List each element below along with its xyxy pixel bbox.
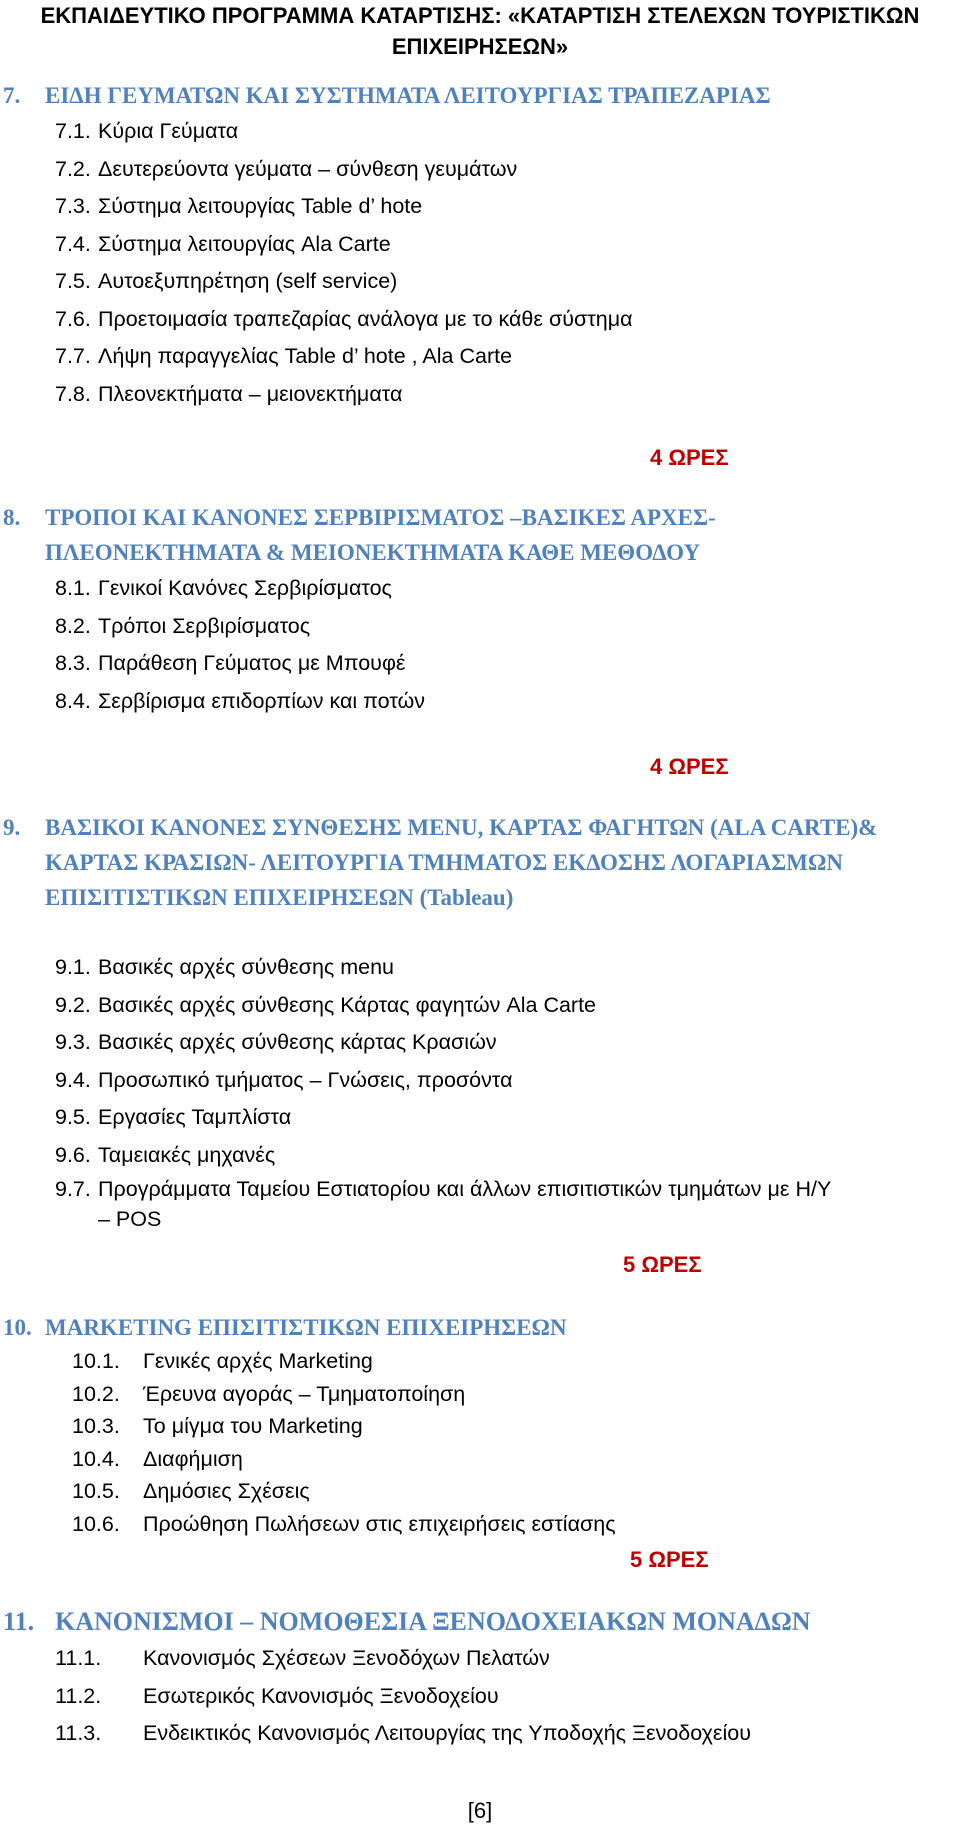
section-11 [0, 1604, 960, 1753]
list-item [0, 301, 960, 339]
section-number: 7. [3, 83, 21, 108]
item-number: 7.3. [55, 194, 91, 218]
item-text: Σερβίρισμα επιδορπίων και ποτών [98, 688, 426, 713]
section-10-title [0, 1310, 960, 1345]
list-item [0, 1099, 960, 1137]
item-number: 9.4. [55, 1067, 91, 1092]
item-number: 7.1. [55, 119, 91, 143]
item-number: 7.7. [55, 344, 91, 368]
list-item [0, 338, 960, 376]
item-number: 11.2. [55, 1683, 102, 1708]
item-number: 7.2. [55, 156, 91, 181]
list-item [0, 987, 960, 1025]
item-number: 10.5. [72, 1479, 120, 1503]
item-number: 9.5. [55, 1105, 91, 1129]
section-7 [0, 78, 960, 413]
list-item [0, 1508, 960, 1541]
list-item [0, 1378, 960, 1411]
section-number: 11. [3, 1607, 35, 1636]
section-title-line-1: ΒΑΣΙΚΟΙ ΚΑΝΟΝΕΣ ΣΥΝΘΕΣΗΣ MENU, ΚΑΡΤΑΣ ΦΑΓΗΤΩΝ (ALA CARTE)& [45, 815, 878, 840]
list-item [0, 1345, 960, 1378]
item-text: Το μίγμα του Marketing [143, 1414, 363, 1438]
item-text-continued: – POS [98, 1207, 162, 1231]
item-number: 8.4. [55, 688, 91, 713]
item-text: Αυτοεξυπηρέτηση (self service) [98, 269, 398, 293]
item-text: Προγράμματα Ταμείου Εστιατορίου και άλλων επισιτιστικών τμημάτων με Η/Υ [98, 1177, 832, 1201]
item-number: 8.2. [55, 613, 91, 638]
item-number: 10.4. [72, 1446, 120, 1471]
item-text: Ταμειακές μηχανές [98, 1142, 276, 1167]
item-number: 10.2. [72, 1381, 120, 1406]
item-number: 11.3. [55, 1721, 102, 1745]
section-title-text: MARKETING ΕΠΙΣΙΤΙΣΤΙΚΩΝ ΕΠΙΧΕΙΡΗΣΕΩΝ [45, 1315, 567, 1340]
section-title-line-2: ΠΛΕΟΝΕΚΤΗΜΑΤΑ & ΜΕΙΟΝΕΚΤΗΜΑΤΑ ΚΑΘΕ ΜΕΘΟΔΟΥ [45, 540, 701, 565]
section-title-text: ΕΙΔΗ ΓΕΥΜΑΤΩΝ ΚΑΙ ΣΥΣΤΗΜΑΤΑ ΛΕΙΤΟΥΡΓΙΑΣ ΤΡΑΠΕΖΑΡΙΑΣ [45, 83, 771, 108]
item-number: 8.1. [55, 576, 91, 600]
item-text: Δημόσιες Σχέσεις [143, 1479, 310, 1503]
section-number: 10. [3, 1315, 32, 1340]
list-item [0, 1024, 960, 1062]
item-text: Σύστημα λειτουργίας Table d’ hote [98, 194, 423, 218]
list-item [0, 151, 960, 189]
list-item [0, 1715, 960, 1753]
section-7-items [0, 113, 960, 413]
section-number: 8. [3, 505, 21, 530]
list-item [0, 645, 960, 683]
item-text: Γενικές αρχές Marketing [143, 1349, 373, 1373]
section-8-title [0, 500, 960, 570]
item-number: 10.1. [72, 1349, 120, 1373]
item-text: Προετοιμασία τραπεζαρίας ανάλογα με το κάθε σύστημα [98, 306, 633, 331]
section-8-items [0, 570, 960, 720]
list-item [0, 570, 960, 608]
list-item [0, 683, 960, 721]
item-number: 7.4. [55, 231, 91, 256]
item-text: Σύστημα λειτουργίας Ala Carte [98, 231, 391, 256]
list-item [0, 188, 960, 226]
list-item [0, 1475, 960, 1508]
list-item [0, 376, 960, 414]
item-number: 7.6. [55, 306, 91, 331]
section-9 [0, 810, 960, 915]
item-text: Κανονισμός Σχέσεων Ξενοδόχων Πελατών [143, 1646, 550, 1670]
item-number: 9.1. [55, 955, 91, 979]
list-item [0, 113, 960, 151]
item-number: 9.2. [55, 992, 91, 1017]
section-7-title [0, 78, 960, 113]
section-title-line-1: ΤΡΟΠΟΙ ΚΑΙ ΚΑΝΟΝΕΣ ΣΕΡΒΙΡΙΣΜΑΤΟΣ –ΒΑΣΙΚΕΣ ΑΡΧΕΣ- [45, 505, 716, 530]
list-item [0, 1062, 960, 1100]
list-item [0, 1640, 960, 1678]
list-item [0, 1137, 960, 1175]
item-text: Βασικές αρχές σύνθεσης κάρτας Κρασιών [98, 1030, 497, 1054]
section-9-items [0, 949, 960, 1234]
item-text: Βασικές αρχές σύνθεσης Κάρτας φαγητών Ala Carte [98, 992, 597, 1017]
section-title-line-2: ΚΑΡΤΑΣ ΚΡΑΣΙΩΝ- ΛΕΙΤΟΥΡΓΙΑ ΤΜΗΜΑΤΟΣ ΕΚΔΟΣΗΣ ΛΟΓΑΡΙΑΣΜΩΝ [45, 850, 843, 875]
section-title-line-3: ΕΠΙΣΙΤΙΣΤΙΚΩΝ ΕΠΙΧΕΙΡΗΣΕΩΝ (Tableau) [45, 885, 514, 910]
header-line-1: ΕΚΠΑΙΔΕΥΤΙΚΟ ΠΡΟΓΡΑΜΜΑ ΚΑΤΑΡΤΙΣΗΣ: «ΚΑΤΑΡΤΙΣΗ ΣΤΕΛΕΧΩΝ ΤΟΥΡΙΣΤΙΚΩΝ [40, 3, 920, 28]
item-number: 7.8. [55, 381, 91, 406]
item-text: Λήψη παραγγελίας Table d’ hote , Ala Carte [98, 344, 513, 368]
list-item [0, 1410, 960, 1443]
item-number: 7.5. [55, 269, 91, 293]
header-line-2: ΕΠΙΧΕΙΡΗΣΕΩΝ» [391, 34, 569, 59]
item-text: Δευτερεύοντα γεύματα – σύνθεση γευμάτων [98, 156, 518, 181]
list-item [0, 1443, 960, 1476]
item-text: Προώθηση Πωλήσεων στις επιχειρήσεις εστίασης [143, 1511, 616, 1536]
section-title-text: ΚΑΝΟΝΙΣΜΟΙ – ΝΟΜΟΘΕΣΙΑ ΞΕΝΟΔΟΧΕΙΑΚΩΝ ΜΟΝΑΔΩΝ [55, 1607, 811, 1636]
section-7-hours: 4 ΩΡΕΣ [650, 445, 729, 470]
item-text: Πλεονεκτήματα – μειονεκτήματα [98, 381, 403, 406]
item-number: 9.6. [55, 1142, 91, 1167]
section-11-items [0, 1640, 960, 1753]
item-number: 10.6. [72, 1511, 120, 1536]
list-item [0, 226, 960, 264]
section-9-hours: 5 ΩΡΕΣ [623, 1252, 702, 1277]
item-text: Παράθεση Γεύματος με Μπουφέ [98, 651, 406, 675]
item-number: 11.1. [55, 1646, 102, 1670]
item-text: Γενικοί Κανόνες Σερβιρίσματος [98, 576, 392, 600]
section-8 [0, 500, 960, 720]
item-text: Εργασίες Ταμπλίστα [98, 1105, 292, 1129]
list-item [0, 1174, 960, 1234]
section-10 [0, 1310, 960, 1540]
section-9-body [0, 949, 960, 1234]
document-header [0, 0, 960, 62]
item-number: 10.3. [72, 1414, 120, 1438]
item-text: Εσωτερικός Κανονισμός Ξενοδοχείου [143, 1683, 499, 1708]
item-text: Διαφήμιση [143, 1446, 243, 1471]
section-number: 9. [3, 815, 21, 840]
list-item [0, 1678, 960, 1716]
item-number: 9.7. [55, 1177, 91, 1201]
item-text: Τρόποι Σερβιρίσματος [98, 613, 311, 638]
item-number: 9.3. [55, 1030, 91, 1054]
page-number: [6] [467, 1798, 493, 1823]
item-text: Κύρια Γεύματα [98, 119, 239, 143]
section-9-title [0, 810, 960, 915]
section-11-title [0, 1604, 960, 1640]
list-item [0, 608, 960, 646]
item-number: 8.3. [55, 651, 91, 675]
item-text: Έρευνα αγοράς – Τμηματοποίηση [143, 1381, 466, 1406]
section-10-items [0, 1345, 960, 1540]
item-text: Ενδεικτικός Κανονισμός Λειτουργίας της Υποδοχής Ξενοδοχείου [143, 1721, 751, 1745]
list-item [0, 949, 960, 987]
item-text: Προσωπικό τμήματος – Γνώσεις, προσόντα [98, 1067, 513, 1092]
item-text: Βασικές αρχές σύνθεσης menu [98, 955, 395, 979]
section-10-hours: 5 ΩΡΕΣ [630, 1547, 709, 1572]
section-8-hours: 4 ΩΡΕΣ [650, 754, 729, 779]
list-item [0, 263, 960, 301]
